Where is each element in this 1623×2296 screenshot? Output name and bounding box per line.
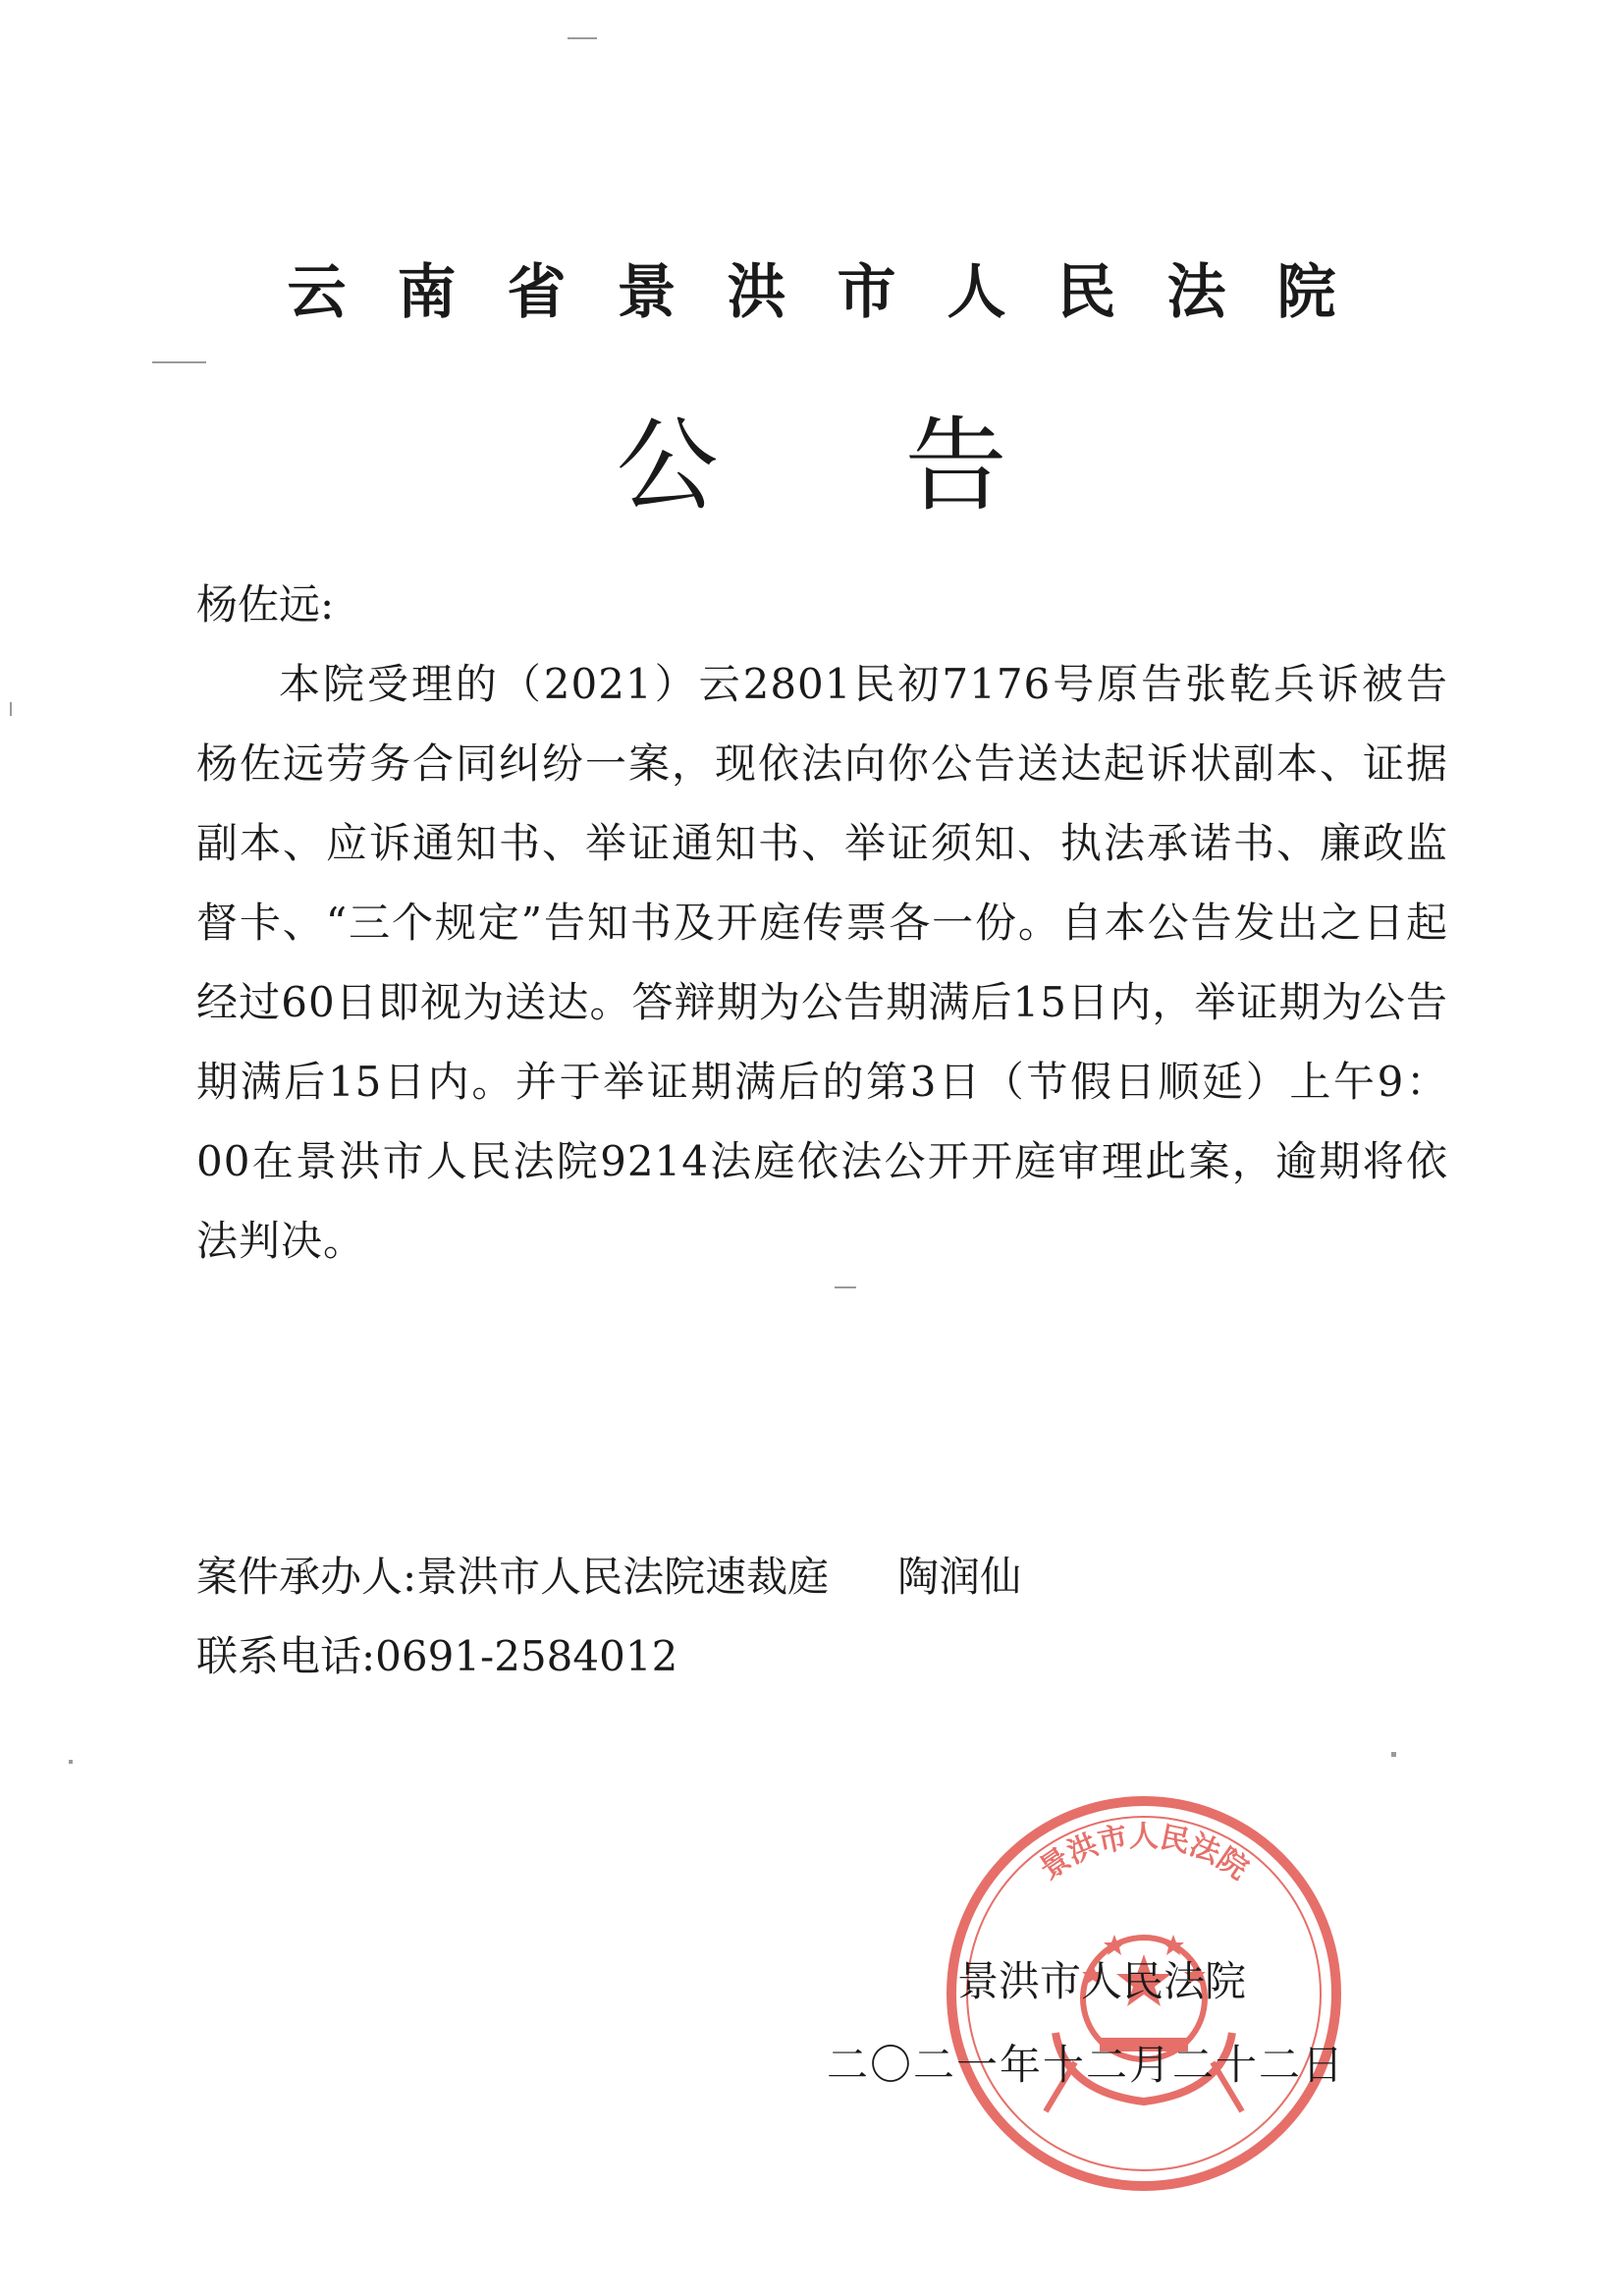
phone-row — [196, 1616, 1448, 1696]
case-handler-row — [196, 1537, 1448, 1616]
contact-info — [196, 1537, 1448, 1696]
handler-label: 案件承办人: — [196, 1553, 417, 1601]
addressee: 杨佐远: — [196, 580, 335, 629]
phone-number: 0691-2584012 — [375, 1632, 678, 1680]
handler-department: 景洪市人民法院速裁庭 — [416, 1553, 830, 1601]
notice-paragraph: 本院受理的（2021）云2801民初7176号原告张乾兵诉被告杨佐远劳务合同纠纷一案，现依法向你公告送达起诉状副本、证据副本、应诉通知书、举证通知书、举证须知、执法承诺书、廉政监督卡、“三个规定”告知书及开庭传票各一份。自本公告发出之日起经过60日即视为送达。答辩期为公告期满后15日内，举证期为公告期满后15日内。并于举证期满后的第3日（节假日顺延）上午9：00在景洪市人民法院9214法庭依法公开开庭审理此案，逾期将依法判决。 — [196, 660, 1448, 1265]
notice-body — [196, 565, 1448, 1281]
phone-label: 联系电话: — [196, 1632, 376, 1680]
signature-organization: 景洪市人民法院 — [957, 1957, 1247, 2005]
handler-name: 陶润仙 — [897, 1553, 1022, 1601]
notice-title: 公告 — [616, 406, 1194, 525]
seal-text: 景洪市人民法院 — [1033, 1820, 1255, 1887]
signature-date: 二〇二一年十二月二十二日 — [827, 2041, 1346, 2089]
court-name-heading: 云南省景洪市人民法院 — [287, 258, 1387, 327]
